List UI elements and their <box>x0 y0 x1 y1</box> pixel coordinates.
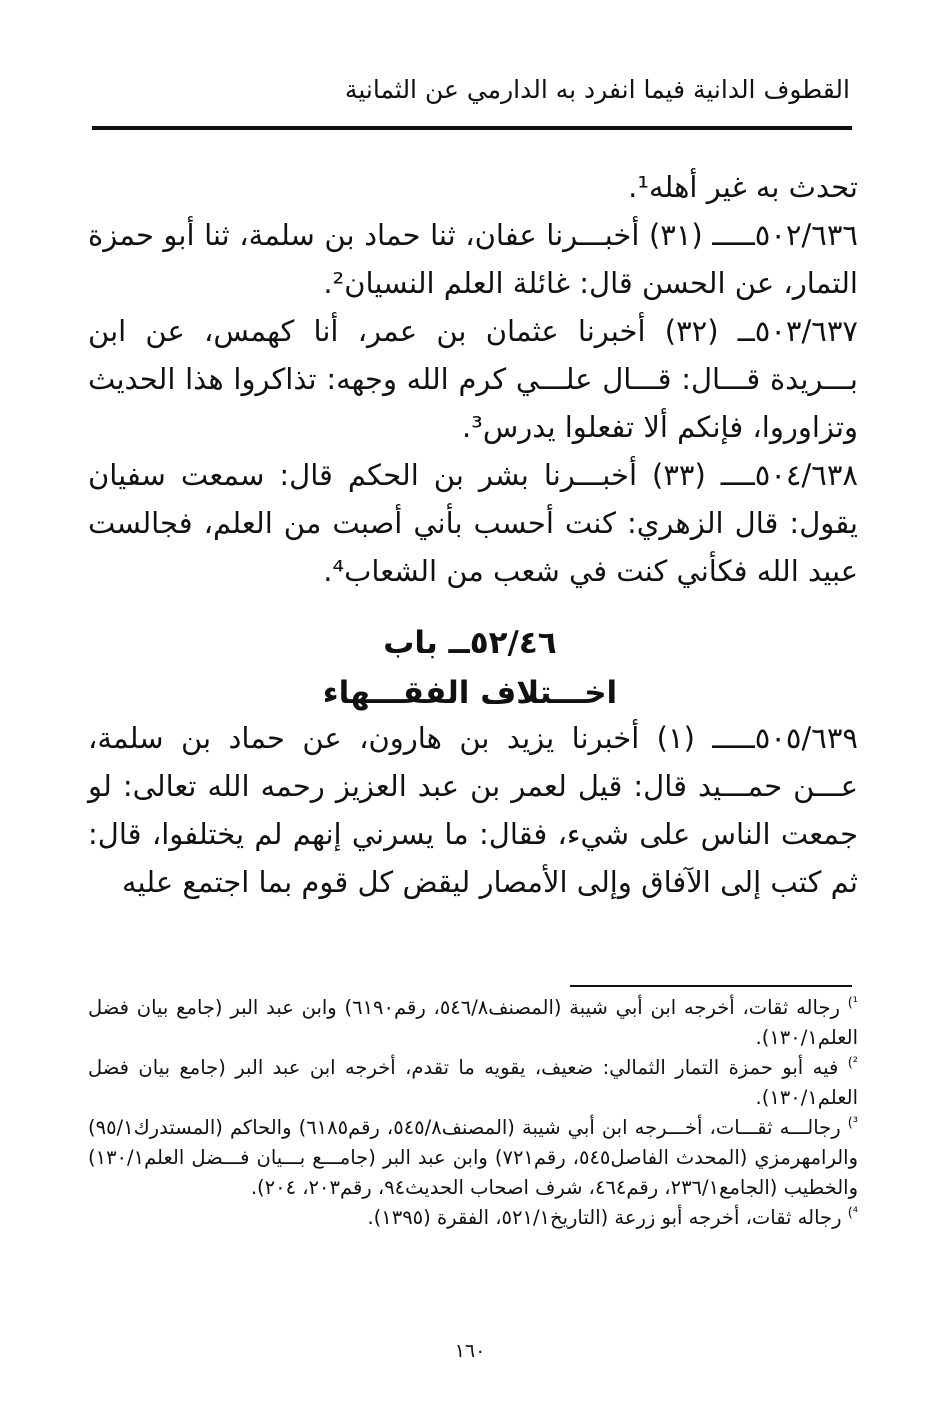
main-text-block-2 <box>88 714 858 906</box>
chapter-title-heading: اخـــتلاف الفقـــهاء <box>322 675 618 711</box>
footnote-separator <box>570 985 852 987</box>
footnote-2-marker: ²) <box>847 1055 858 1071</box>
footnote-1-marker: ¹) <box>847 995 858 1011</box>
hadith-637: ٥٠٣/٦٣٧ــ (٣٢) أخبرنا عثمان بن عمر، أنا كهمس، عن ابن بـــريدة قـــال: قـــال علـــي كرم الله وجهه: تذاكروا هذا الحديث وتزاوروا، فإنكم ألا تفعلوا يدرس³. <box>88 314 858 444</box>
footnote-3-marker: ³) <box>847 1115 858 1131</box>
hadith-636: ٥٠٢/٦٣٦ـــــ (٣١) أخبـــرنا عفان، ثنا حماد بن سلمة، ثنا أبو حمزة التمار، عن الحسن قال: غائلة العلم النسيان². <box>88 218 858 300</box>
page-number: ١٦٠ <box>454 1340 486 1362</box>
footnote-2 <box>88 1053 858 1113</box>
hadith-638: ٥٠٤/٦٣٨ــــ (٣٣) أخبـــرنا بشر بن الحكم قال: سمعت سفيان يقول: قال الزهري: كنت أحسب بأني أصبت من العلم، فجالست عبيد الله فكأني كنت في شعب من الشعاب⁴. <box>88 458 858 588</box>
paragraph-continuation: تحدث به غير أهله¹. <box>628 170 858 204</box>
footnotes-block <box>88 993 858 1233</box>
header-rule <box>92 126 852 130</box>
running-header: القطوف الدانية فيما انفرد به الدارمي عن الثمانية <box>344 75 850 104</box>
main-text-block <box>88 163 858 595</box>
footnote-4 <box>88 1203 858 1233</box>
footnote-4-text: رجاله ثقات، أخرجه أبو زرعة (التاريخ٥٢١/١، الفقرة (١٣٩٥). <box>367 1206 848 1229</box>
footnote-1 <box>88 993 858 1053</box>
footnote-1-text: رجاله ثقات، أخرجه ابن أبي شيبة (المصنف٥٤٦/٨، رقم٦١٩٠) وابن عبد البر (جامع بيان فضل العلم١٣٠/١). <box>88 996 858 1049</box>
footnote-4-marker: ⁴) <box>847 1205 858 1221</box>
hadith-639: ٥٠٥/٦٣٩ـــــ (١) أخبرنا يزيد بن هارون، عن حماد بن سلمة، عـــن حمـــيد قال: قيل لعمر بن عبد العزيز رحمه الله تعالى: لو جمعت الناس على شيء، فقال: ما يسرني إنهم لم يختلفوا، قال: ثم كتب إلى الآفاق وإلى الأمصار ليقض كل قوم بما اجتمع عليه <box>88 721 858 899</box>
chapter-number-heading: ٥٢/٤٦ــ باب <box>383 625 557 661</box>
footnote-2-text: فيه أبو حمزة التمار الثمالي: ضعيف، يقويه ما تقدم، أخرجه ابن عبد البر (جامع بيان فضل العلم١٣٠/١). <box>88 1056 858 1109</box>
footnote-3 <box>88 1113 858 1203</box>
footnote-3-text: رجالـــه ثقـــات، أخـــرجه ابن أبي شيبة (المصنف٥٤٥/٨، رقم٦١٨٥) والحاكم (المستدرك٩٥/١) والرامهرمزي (المحدث الفاصل٥٤٥، رقم٧٢١) وابن عبد البر (جامـــع بـــيان فـــضل العلم١٣٠/١) والخطيب (الجامع٢٣٦/١، رقم٤٦٤، شرف اصحاب الحديث٩٤، رقم٢٠٣، ٢٠٤). <box>88 1116 859 1199</box>
